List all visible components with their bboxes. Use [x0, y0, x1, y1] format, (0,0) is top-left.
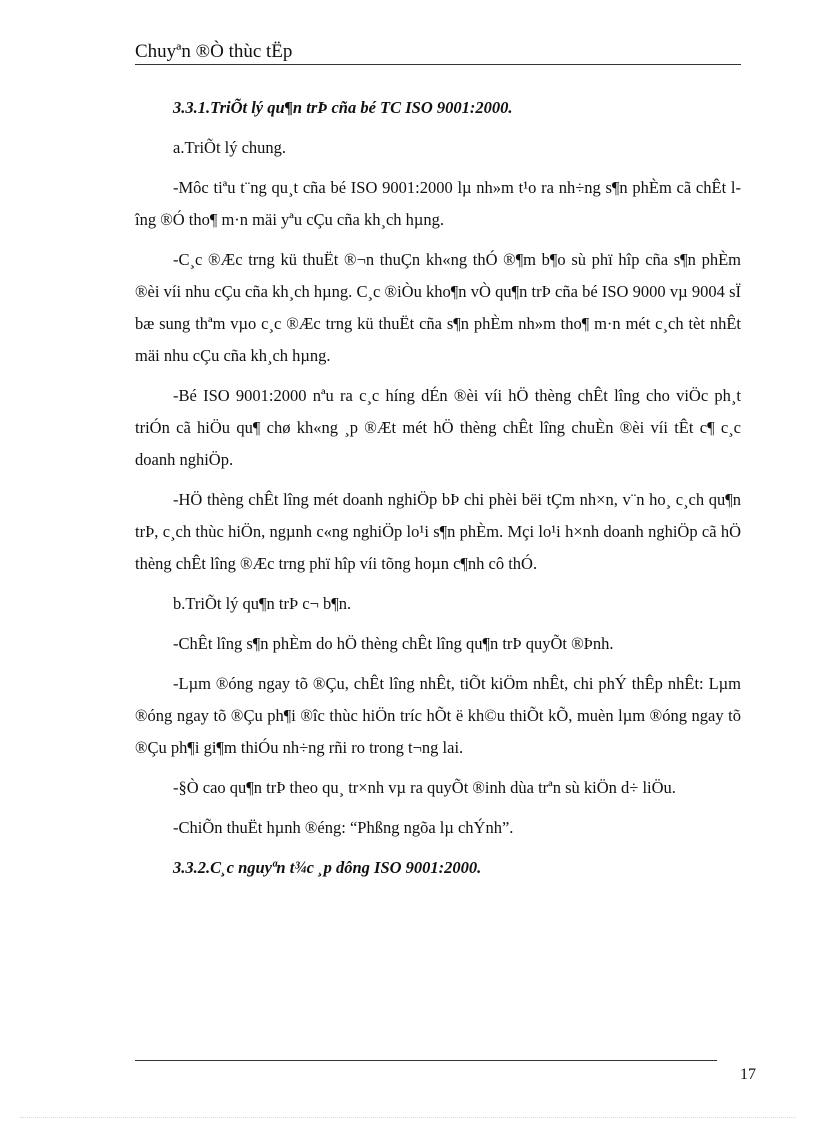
body-paragraph: -Lµm ®óng ngay tõ ®Çu, chÊt lîng nhÊt, tiÕt kiÖm nhÊt, chi phÝ thÊp nhÊt: Lµm ®óng ngay tõ ®Çu ph¶i ®îc thùc hiÖn tríc hÕt ë kh©u thiÕt kÕ, muèn lµm ®óng ngay tõ ®Çu ph¶i gi¶m thiÓu nh÷ng rñi ro trong t¬ng lai. [135, 674, 741, 757]
paragraph-gap [135, 660, 741, 668]
section-heading: 3.3.1.TriÕt lý qu¶n trÞ cña bé TC ISO 9001:2000. [173, 98, 513, 117]
paragraph-gap [135, 164, 741, 172]
body-paragraph: -ChiÕn thuËt hµnh ®éng: “Phßng ngõa lµ chÝnh”. [173, 818, 514, 837]
paragraph-gap [135, 620, 741, 628]
paragraph-gap [135, 124, 741, 132]
paragraph-gap [135, 764, 741, 772]
paragraph-gap [135, 236, 741, 244]
paragraph-gap [135, 844, 741, 852]
paragraph-gap [135, 476, 741, 484]
paragraph-gap [135, 580, 741, 588]
footer-divider [135, 1060, 717, 1061]
body-paragraph: -§Ò cao qu¶n trÞ theo qu¸ tr×nh vµ ra quyÕt ®inh dùa trªn sù kiÖn d÷ liÖu. [173, 778, 676, 797]
body-paragraph: -HÖ thèng chÊt lîng mét doanh nghiÖp bÞ chi phèi bëi tÇm nh×n, v¨n ho¸ c¸ch qu¶n trÞ, c¸ch thùc hiÖn, ngµnh c«ng nghiÖp lo¹i s¶n phÈm. Mçi lo¹i h×nh doanh nghiÖp cã hÖ thèng chÊt lîng ®Æc trng phï hîp víi tõng hoµn c¶nh cô thÓ. [135, 490, 741, 573]
paragraph-gap [135, 804, 741, 812]
page-edge-divider [20, 1117, 796, 1118]
body-paragraph: b.TriÕt lý qu¶n trÞ c¬ b¶n. [173, 594, 352, 613]
header-title: Chuyªn ®Ò thùc tËp [135, 41, 293, 62]
body-paragraph: -Môc tiªu t¨ng qu¸t cña bé ISO 9001:2000 lµ nh»m t¹o ra nh÷ng s¶n phÈm cã chÊt lîng ®Ó tho¶ m·n mäi yªu cÇu cña kh¸ch hµng. [135, 178, 741, 229]
body-paragraph: a.TriÕt lý chung. [173, 138, 287, 157]
body-paragraph: -C¸c ®Æc trng kü thuËt ®¬n thuÇn kh«ng thÓ ®¶m b¶o sù phï hîp cña s¶n phÈm ®èi víi nhu cÇu cña kh¸ch hµng. C¸c ®iÒu kho¶n vÒ qu¶n trÞ cña bé ISO 9000 vµ 9004 sÏ bæ sung thªm vµo c¸c ®Æc trng kü thuËt cña s¶n phÈm nh»m tho¶ m·n mét c¸ch tèt nhÊt mäi nhu cÇu cña kh¸ch hµng. [135, 250, 741, 365]
paragraph-gap [135, 372, 741, 380]
document-body [135, 92, 741, 884]
page-number: 17 [740, 1066, 756, 1083]
page-header [135, 40, 741, 64]
body-paragraph: -Bé ISO 9001:2000 nªu ra c¸c híng dÉn ®èi víi hÖ thèng chÊt lîng cho viÖc ph¸t triÓn cã hiÖu qu¶ chø kh«ng ¸p ®Æt mét hÖ thèng chÊt lîng chuÈn ®èi víi tÊt c¶ c¸c doanh nghiÖp. [135, 386, 741, 469]
section-heading: 3.3.2.C¸c nguyªn t¾c ¸p dông ISO 9001:2000. [173, 858, 482, 877]
header-divider [135, 64, 741, 65]
body-paragraph: -ChÊt lîng s¶n phÈm do hÖ thèng chÊt lîng qu¶n trÞ quyÕt ®Þnh. [173, 634, 614, 653]
